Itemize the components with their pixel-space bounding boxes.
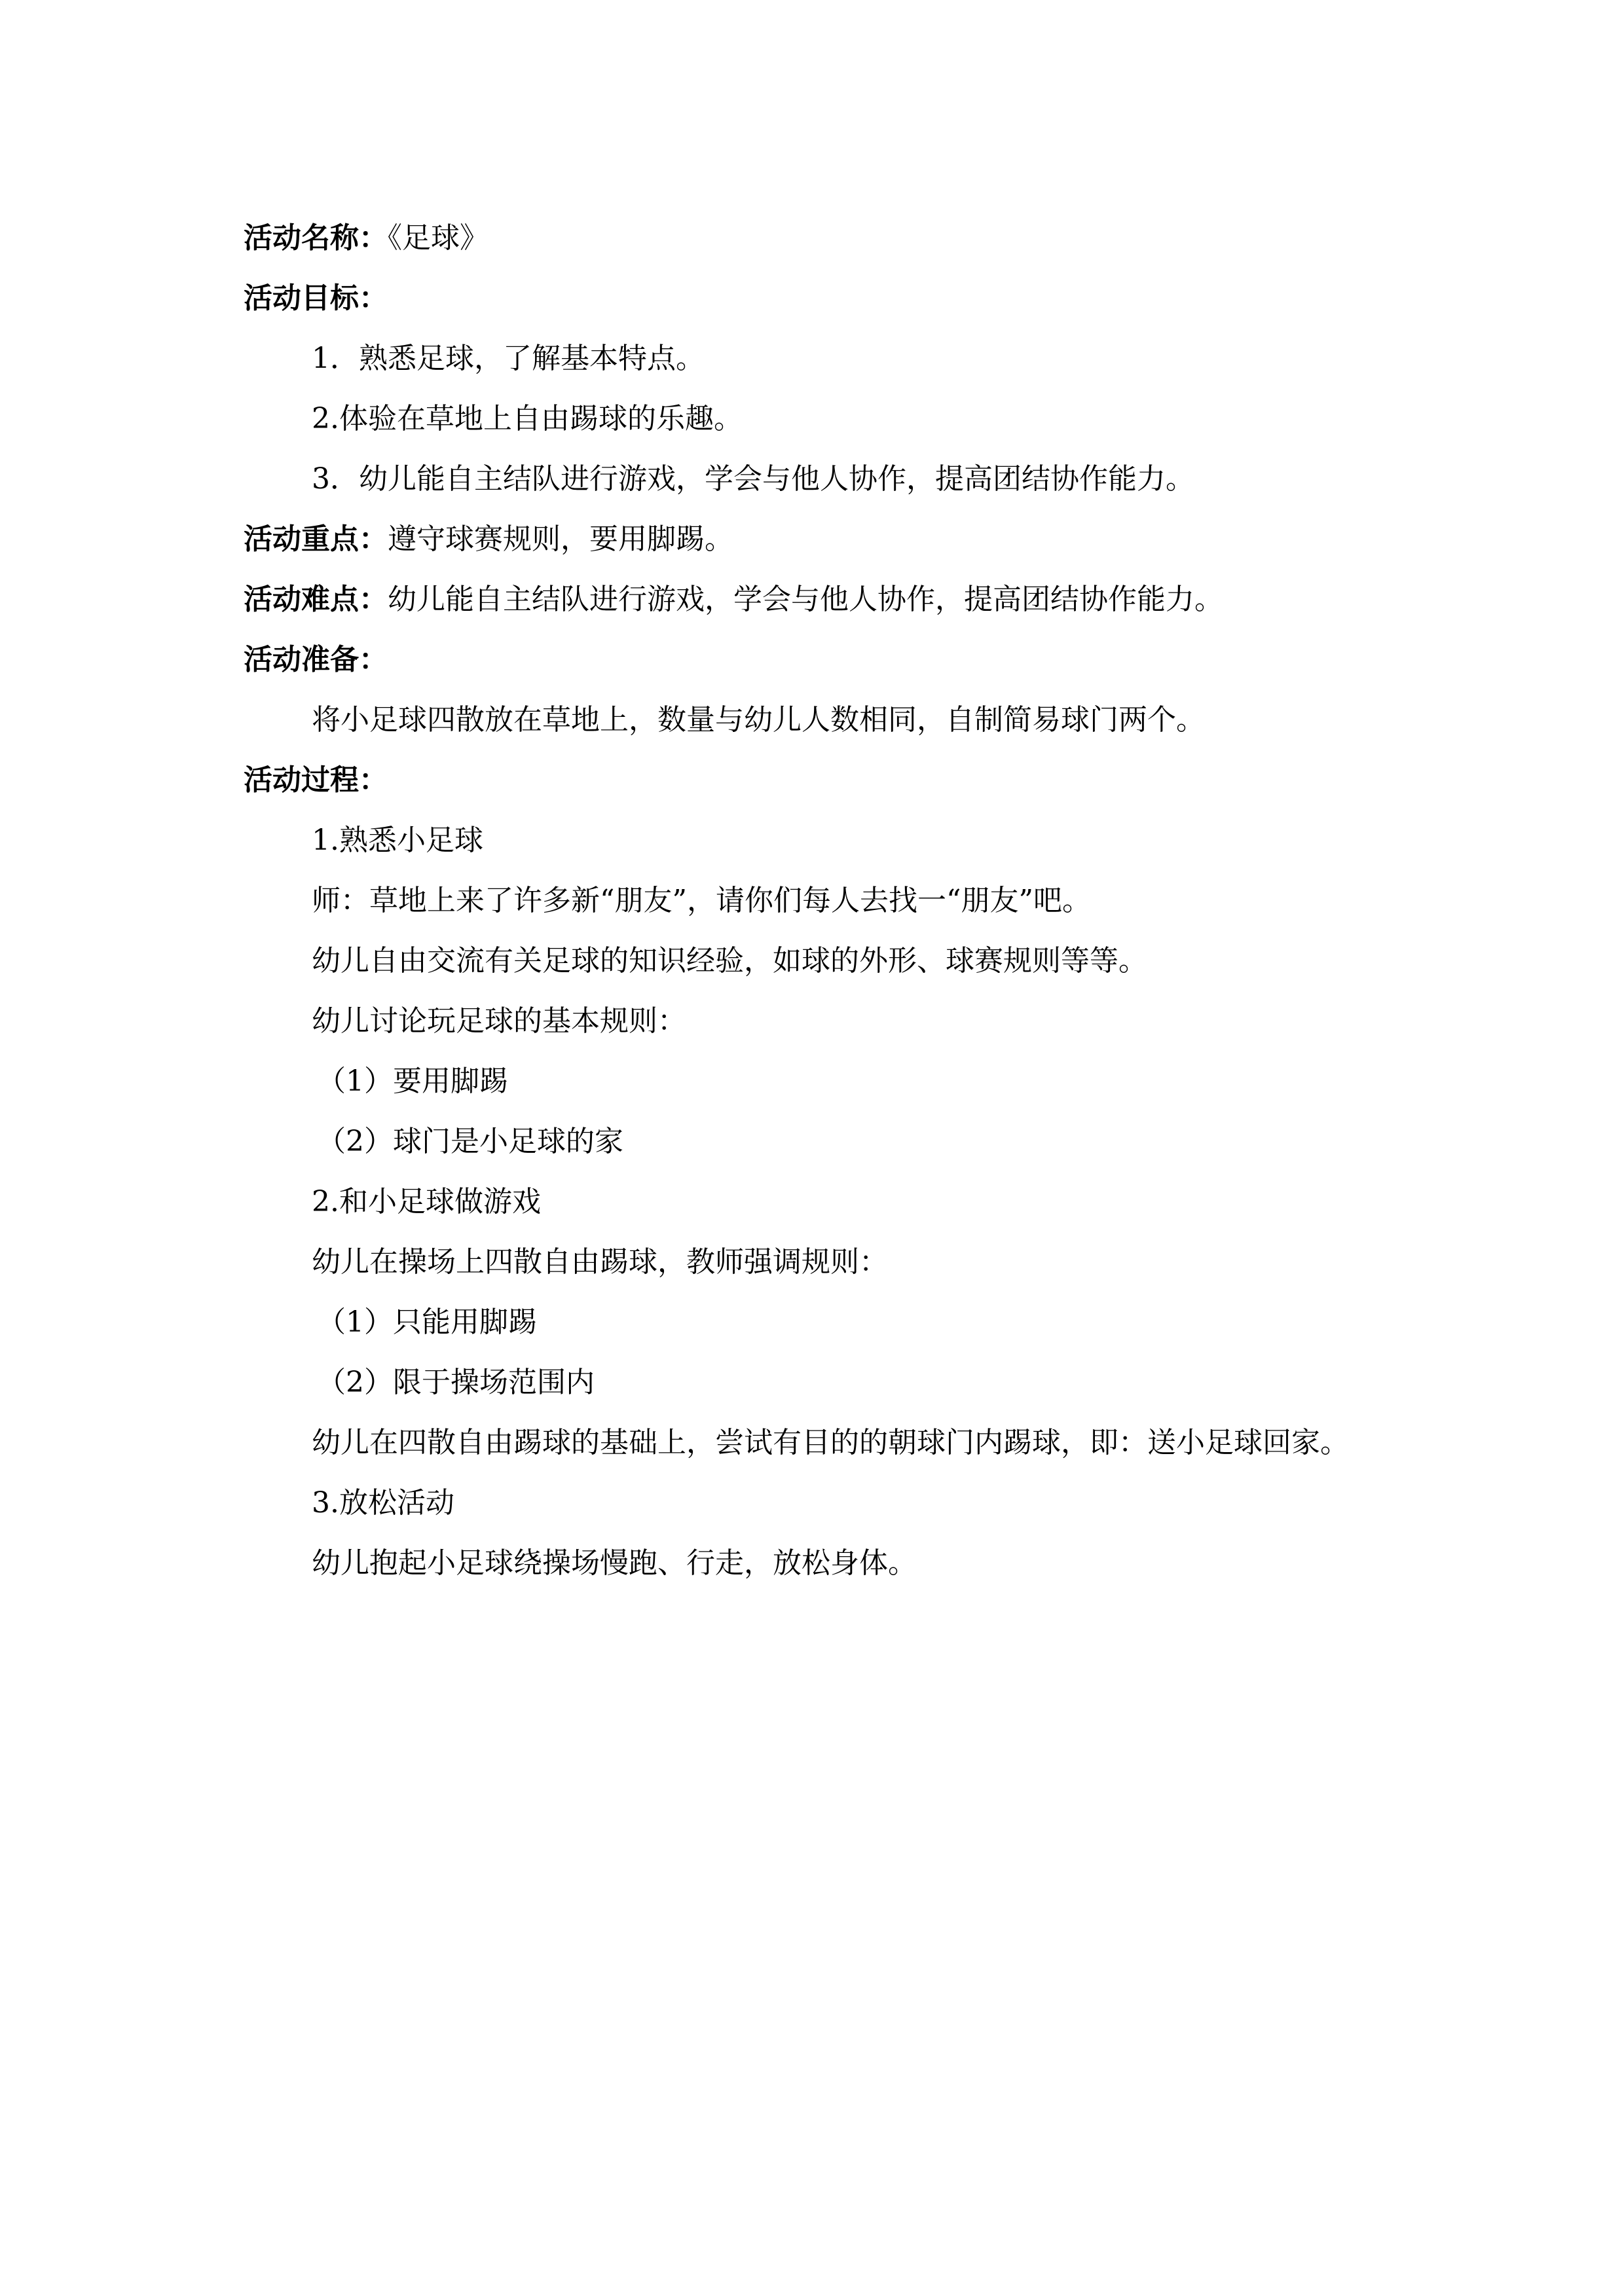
goal-item-3: 3．幼儿能自主结队进行游戏，学会与他人协作，提高团结协作能力。 [312, 462, 1194, 496]
step1-line-2: 幼儿自由交流有关足球的知识经验，如球的外形、球赛规则等等。 [312, 944, 1147, 977]
step3-text: 幼儿抱起小足球绕操场慢跑、行走，放松身体。 [312, 1546, 917, 1580]
step1-rule-1: （1）要用脚踢 [317, 1065, 508, 1098]
key-point-row [244, 509, 1396, 570]
difficulty-row [244, 570, 1396, 630]
step2-intro: 幼儿在操场上四散自由踢球，教师强调规则： [312, 1245, 888, 1279]
step3-title: 3.放松活动 [312, 1486, 454, 1520]
step1-line-3: 幼儿讨论玩足球的基本规则： [312, 1004, 686, 1038]
step2-title: 2.和小足球做游戏 [312, 1185, 541, 1218]
key-point-label: 活动重点： [244, 522, 388, 556]
step2-rule-2: （2）限于操场范围内 [317, 1366, 595, 1399]
step2-rule-1: （1）只能用脚踢 [317, 1305, 537, 1339]
step1-line-1: 师：草地上来了许多新“朋友”，请你们每人去找一“朋友”吧。 [312, 884, 1091, 917]
lesson-plan-body [244, 208, 1396, 1594]
step2-paragraph: 幼儿在四散自由踢球的基础上，尝试有目的的朝球门内踢球，即：送小足球回家。 [312, 1426, 1349, 1459]
preparation-text: 将小足球四散放在草地上，数量与幼儿人数相同，自制简易球门两个。 [312, 703, 1205, 737]
activity-name-label: 活动名称： [244, 221, 388, 255]
difficulty-text: 幼儿能自主结队进行游戏，学会与他人协作，提高团结协作能力。 [388, 583, 1223, 616]
key-point-text: 遵守球赛规则，要用脚踢。 [388, 522, 733, 556]
activity-name-value: 《足球》 [388, 221, 489, 255]
goal-item-2: 2.体验在草地上自由踢球的乐趣。 [312, 402, 743, 435]
goal-item-1: 1．熟悉足球，了解基本特点。 [312, 342, 705, 375]
step1-rule-2: （2）球门是小足球的家 [317, 1125, 623, 1158]
step1-title: 1.熟悉小足球 [312, 824, 483, 857]
preparation-heading: 活动准备： [244, 643, 388, 676]
goals-heading: 活动目标： [244, 282, 388, 315]
activity-name-row [244, 208, 1396, 268]
process-heading: 活动过程： [244, 763, 388, 797]
difficulty-label: 活动难点： [244, 583, 388, 616]
